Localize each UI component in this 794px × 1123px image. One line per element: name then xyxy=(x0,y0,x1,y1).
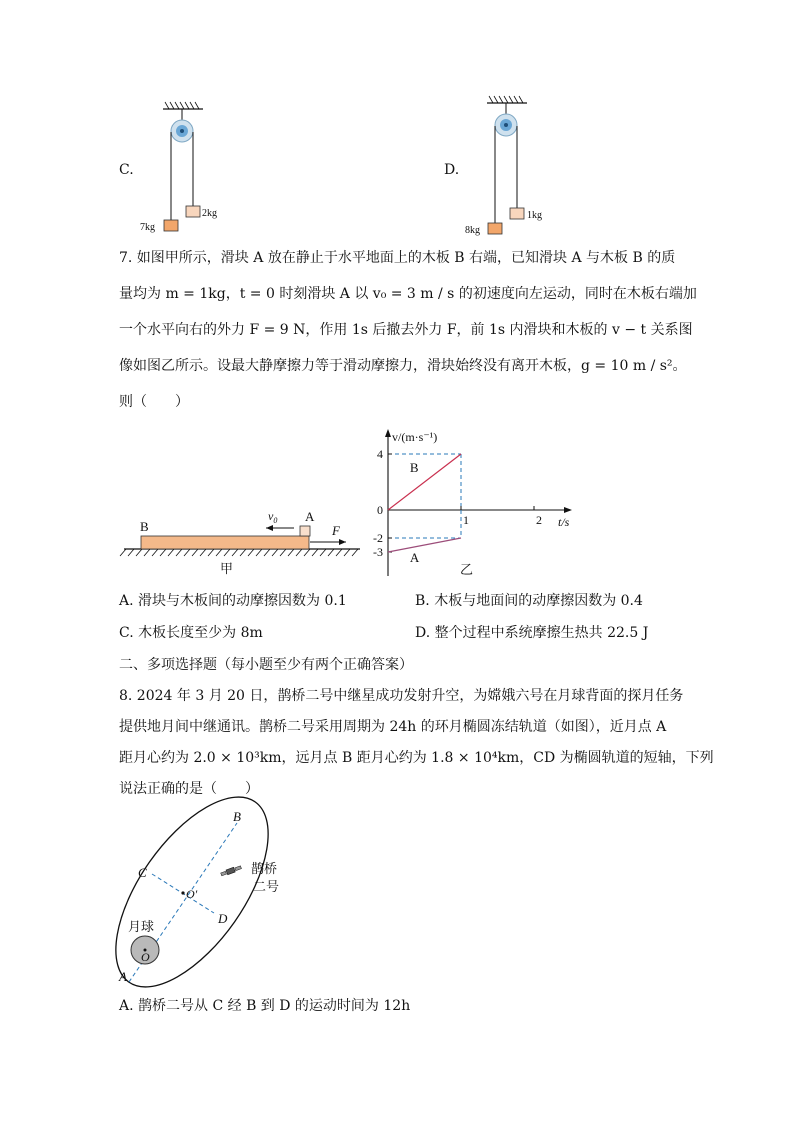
q7-option-b[interactable]: B. 木板与地面间的动摩擦因数为 0.4 xyxy=(415,593,643,609)
q7-stem-line-4: 像如图乙所示。设最大静摩擦力等于滑动摩擦力，滑块始终没有离开木板，g = 10 m / s²。 xyxy=(119,358,687,374)
right-mass-label: 2kg xyxy=(202,208,217,219)
moon-label: 月球 xyxy=(128,919,155,934)
q6-option-d-figure xyxy=(455,90,555,240)
q8-stem-line-3: 距月心约为 2.0 × 10³km，远月点 B 距月心约为 1.8 × 10⁴km，CD 为椭圆轨道的短轴，下列 xyxy=(119,750,714,766)
caption-yi: 乙 xyxy=(460,562,474,577)
label-d: D xyxy=(218,911,228,926)
board-b-label: B xyxy=(140,519,149,534)
y-axis-label: v/(m·s⁻¹) xyxy=(392,430,438,444)
y-tick-label: -2 xyxy=(373,531,383,545)
block-a xyxy=(300,526,310,536)
v0-arrow-icon xyxy=(266,525,294,531)
pulley-icon xyxy=(171,120,193,142)
q7-figure-jia xyxy=(118,500,368,580)
block-a-label: A xyxy=(305,509,315,524)
label-b: B xyxy=(233,809,241,824)
left-mass-label: 7kg xyxy=(140,222,155,233)
series-label-b: B xyxy=(409,460,419,476)
v0-label: $v_0$ xyxy=(268,509,278,525)
y-tick-label: 4 xyxy=(377,447,383,461)
q7-stem-line-1: 7. 如图甲所示，滑块 A 放在静止于水平地面上的木板 B 右端，已知滑块 A 与木板 B 的质 xyxy=(119,250,676,266)
q7-option-d[interactable]: D. 整个过程中系统摩擦生热共 22.5 J xyxy=(415,625,649,641)
right-mass-block xyxy=(510,208,524,219)
y-tick-label: -3 xyxy=(373,545,383,559)
label-o-prime: O′ xyxy=(186,887,198,901)
force-f-label: F xyxy=(332,523,340,538)
label-a: A xyxy=(119,969,127,984)
right-mass-block xyxy=(186,206,200,217)
caption-jia: 甲 xyxy=(220,561,234,576)
q7-option-c[interactable]: C. 木板长度至少为 8m xyxy=(119,625,263,641)
q7-stem-line-5: 则（ ） xyxy=(119,394,189,410)
q8-stem-line-2: 提供地月间中继通讯。鹊桥二号采用周期为 24h 的环月椭圆冻结轨道（如图），近月点 A xyxy=(119,719,667,735)
ceiling-hatch-icon xyxy=(487,96,527,103)
left-mass-label: 8kg xyxy=(465,225,480,236)
y-tick-label: 0 xyxy=(377,503,383,517)
x-axis-label: t/s xyxy=(558,515,570,529)
right-mass-label: 1kg xyxy=(527,210,542,221)
q7-stem-line-2: 量均为 m = 1kg，t = 0 时刻滑块 A 以 v₀ = 3 m / s 的初速度向左运动，同时在木板右端加 xyxy=(119,286,697,302)
y-axis-arrow-icon xyxy=(385,429,391,437)
x-tick-label: 1 xyxy=(463,513,469,527)
x-tick-label: 2 xyxy=(536,513,542,527)
ground-hatch xyxy=(120,549,360,556)
q6-option-d-label: D. xyxy=(444,162,460,178)
q6-option-c-label: C. xyxy=(119,162,134,178)
series-line-a xyxy=(388,538,461,552)
section-2-heading: 二、多项选择题（每小题至少有两个正确答案） xyxy=(119,657,413,673)
left-mass-block xyxy=(488,223,502,234)
satellite-label-line-2: 二号 xyxy=(253,879,280,894)
q7-option-a[interactable]: A. 滑块与木板间的动摩擦因数为 0.1 xyxy=(119,593,347,609)
q6-option-c-figure xyxy=(130,98,230,238)
o-prime-dot xyxy=(181,891,184,894)
x-axis-arrow-icon xyxy=(564,507,572,513)
series-label-a: A xyxy=(409,549,420,565)
series-line-b xyxy=(388,454,461,510)
left-mass-block xyxy=(164,220,178,231)
ceiling-hatch-icon xyxy=(163,102,203,109)
q8-option-a[interactable]: A. 鹊桥二号从 C 经 B 到 D 的运动时间为 12h xyxy=(119,998,411,1014)
force-f-arrow-icon xyxy=(310,539,346,545)
q8-stem-line-4: 说法正确的是（ ） xyxy=(119,781,259,797)
q7-stem-line-3: 一个水平向右的外力 F = 9 N，作用 1s 后撤去外力 F，前 1s 内滑块和木板的 v − t 关系图 xyxy=(119,322,693,338)
pulley-icon xyxy=(495,114,517,136)
satellite-label-line-1: 鹊桥 xyxy=(251,861,278,876)
board-b xyxy=(141,536,309,549)
q8-stem-line-1: 8. 2024 年 3 月 20 日，鹊桥二号中继星成功发射升空，为嫦娥六号在月球背面的探月任务 xyxy=(119,688,684,704)
q8-orbit-figure xyxy=(110,805,295,985)
label-o: O xyxy=(141,950,150,964)
satellite-icon xyxy=(220,865,241,877)
q7-figure-yi-vt-graph xyxy=(360,426,590,580)
label-c: C xyxy=(138,865,147,880)
